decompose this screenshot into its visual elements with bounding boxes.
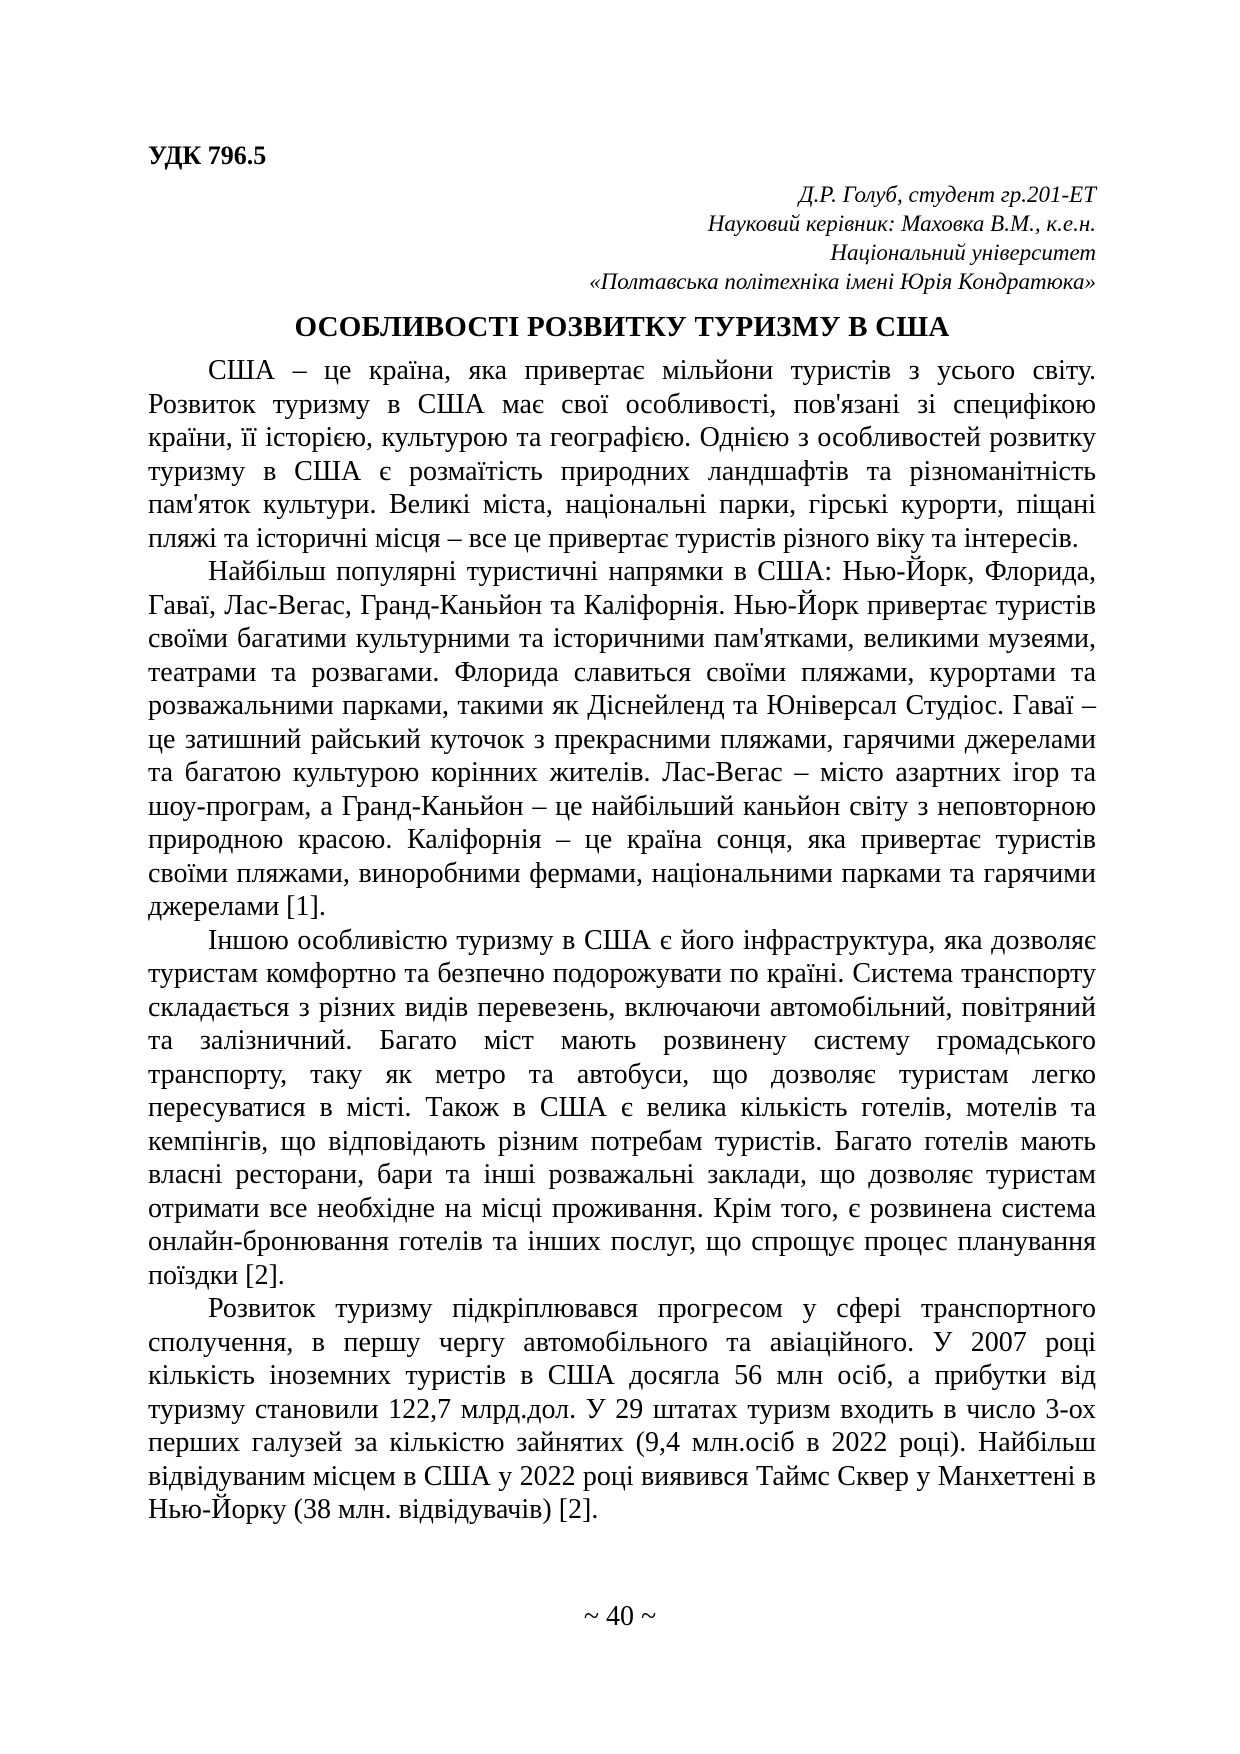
body-paragraph-2: Найбільш популярні туристичні напрямки в США: Нью-Йорк, Флорида, Гаваї, Лас-Вегас, Гранд-Каньйон та Каліфорнія. Нью-Йорк привертає туристів своїми багатими культурними та історичними пам'ятками, великими музеями, театрами та розвагами. Флорида славиться своїми пляжами, курортами та розважальними парками, такими як Діснейленд та Юніверсал Студіос. Гаваї – це затишний райський куточок з прекрасними пляжами, гарячими джерелами та багатою культурою корінних жителів. Лас-Вегас – місто азартних ігор та шоу-програм, а Гранд-Каньйон – це найбільший каньйон світу з неповторною природною красою. Каліфорнія – це країна сонця, яка привертає туристів своїми пляжами, виноробними фермами, національними парками та гарячими джерелами [1]. bbox=[148, 556, 1096, 922]
udk-code: УДК 796.5 bbox=[148, 141, 267, 170]
paper-page bbox=[148, 140, 1096, 1527]
supervisor-line: Науковий керівник: Маховка В.М., к.е.н. bbox=[707, 211, 1096, 236]
body-paragraph-3: Іншою особливістю туризму в США є його інфраструктура, яка дозволяє туристам комфортно та безпечно подорожувати по країні. Система транспорту складається з різних видів перевезень, включаючи автомобільний, повітряний та залізничний. Багато міст мають розвинену систему громадського транспорту, таку як метро та автобуси, що дозволяє туристам легко пересуватися в місті. Також в США є велика кількість готелів, мотелів та кемпінгів, що відповідають різним потребам туристів. Багато готелів мають власні ресторани, бари та інші розважальні заклади, що дозволяє туристам отримати все необхідне на місці проживання. Крім того, є розвинена система онлайн-бронювання готелів та інших послуг, що спрощує процес планування поїздки [2]. bbox=[148, 924, 1096, 1291]
body-paragraph-4: Розвиток туризму підкріплювався прогресом у сфері транспортного сполучення, в першу чергу автомобільного та авіаційного. У 2007 році кількість іноземних туристів в США досягла 56 млн осіб, а прибутки від туризму становили 122,7 млрд.дол. У 29 штатах туризм входить в число 3-ох перших галузей за кількістю зайнятих (9,4 млн.осіб в 2022 році). Найбільш відвідуваним місцем в США у 2022 році виявився Таймс Сквер у Манхеттені в Нью-Йорку (38 млн. відвідувачів) [2]. bbox=[148, 1293, 1096, 1525]
author-line: Д.Р. Голуб, студент гр.201-ЕТ bbox=[799, 182, 1096, 207]
page-number: ~ 40 ~ bbox=[583, 1601, 657, 1632]
university-name-line: «Полтавська політехніка імені Юрія Кондратюка» bbox=[589, 269, 1096, 294]
author-block bbox=[148, 180, 1096, 296]
article-title: ОСОБЛИВОСТІ РОЗВИТКУ ТУРИЗМУ В США bbox=[294, 311, 950, 343]
body-paragraph-1: США – це країна, яка привертає мільйони туристів з усього світу. Розвиток туризму в США має свої особливості, пов'язані зі специфікою країни, її історією, культурою та географією. Однією з особливостей розвитку туризму в США є розмаїтість природних ландшафтів та різноманітність пам'яток культури. Великі міста, національні парки, гірські курорти, піщані пляжі та історичні місця – все це привертає туристів різного віку та інтересів. bbox=[148, 355, 1096, 554]
university-line: Національний університет bbox=[830, 240, 1096, 265]
